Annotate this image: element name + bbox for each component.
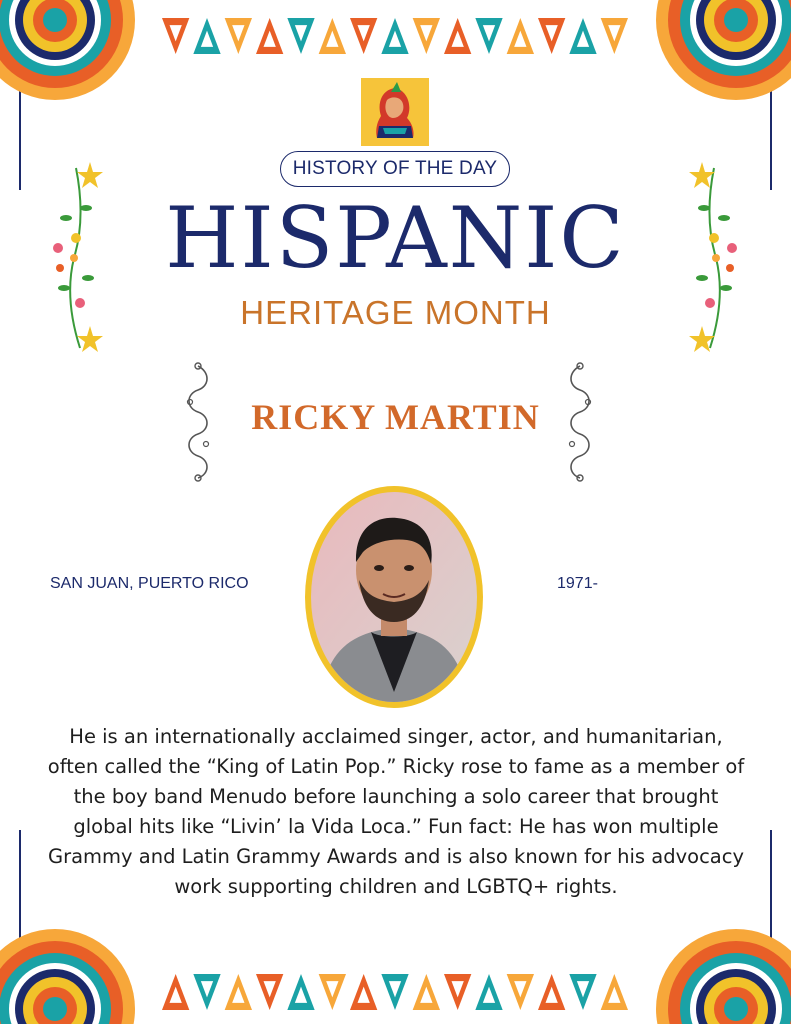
history-of-the-day-badge (280, 151, 510, 187)
corner-mandala-bottom-left (0, 904, 150, 1024)
person-name: RICKY MARTIN (251, 397, 540, 437)
portrait-frame (305, 486, 483, 708)
corner-mandala-top-right (641, 0, 791, 120)
badge-label: HISTORY OF THE DAY (292, 158, 498, 179)
corner-mandala-top-left (0, 0, 150, 120)
person-biography: He is an internationally acclaimed singer, actor, and humanitarian, often called the “King of Latin Pop.” Ricky rose to fame as a member of the boy band Menudo before launching a solo career that brought global hits like “Livin’ la Vida Loca.” Fun fact: He has won multiple Grammy and Latin Grammy Awards and is also known for his advocacy work supporting children and LGBTQ+ rights. (47, 725, 745, 898)
triangle-band-top (160, 14, 630, 58)
heritage-logo-icon (361, 78, 429, 146)
subtitle-heritage-month: HERITAGE MONTH (240, 294, 551, 331)
portrait-illustration (311, 492, 477, 702)
corner-mandala-bottom-right (641, 904, 791, 1024)
triangle-band-bottom (160, 970, 630, 1014)
portrait-photo (311, 492, 477, 702)
title-hispanic: HISPANIC (165, 189, 626, 287)
person-years: 1971- (557, 575, 598, 592)
person-birthplace: SAN JUAN, PUERTO RICO (50, 575, 249, 592)
